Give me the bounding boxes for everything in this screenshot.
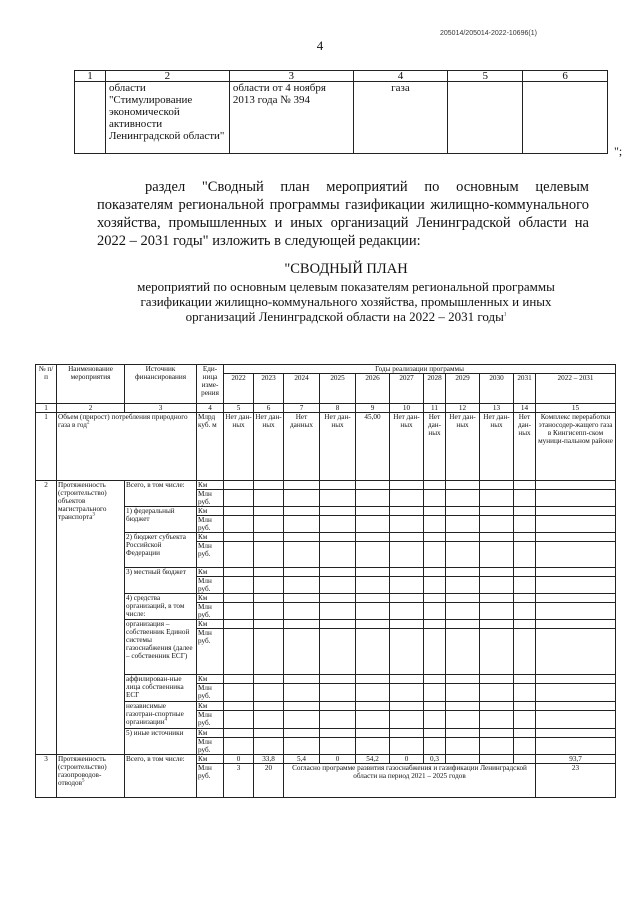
- value-cell: Нет дан-ных: [514, 413, 536, 481]
- value-cell: 0: [390, 755, 424, 764]
- unit-cell: Км: [197, 533, 224, 542]
- unit-cell: Млн руб.: [197, 577, 224, 594]
- value-cell: 54,2: [356, 755, 390, 764]
- year: 2025: [320, 374, 356, 404]
- col-number: 6: [254, 404, 284, 413]
- value-cell: 33,8: [254, 755, 284, 764]
- value-cell: Нет дан-ных: [320, 413, 356, 481]
- row-name: [57, 413, 197, 481]
- unit-cell: Млн руб.: [197, 490, 224, 507]
- col-number: 12: [446, 404, 480, 413]
- value-cell: [514, 755, 536, 764]
- year-total: 2022 – 2031: [536, 374, 616, 404]
- col-number: 8: [320, 404, 356, 413]
- plan-table: [35, 364, 616, 798]
- document-id: 205014/205014-2022-10696(1): [440, 30, 537, 37]
- value-cell: [480, 755, 514, 764]
- value-cell: Нет дан-ных: [424, 413, 446, 481]
- value-cell: 45,00: [356, 413, 390, 481]
- footnote-mark: 5: [82, 778, 85, 784]
- year: 2031: [514, 374, 536, 404]
- unit-cell: Млн руб.: [197, 542, 224, 568]
- value-cell: Нет дан-ных: [224, 413, 254, 481]
- value-cell: 0: [320, 755, 356, 764]
- col-4: 4: [353, 71, 448, 82]
- cell: газа: [353, 82, 448, 154]
- plan-heading: "СВОДНЫЙ ПЛАН: [284, 261, 408, 277]
- source-cell: аффилирован-ные лица собственника ЕСГ: [125, 675, 197, 702]
- row-num: 1: [36, 413, 57, 481]
- unit-cell: Млн руб.: [197, 711, 224, 729]
- col-number: 4: [197, 404, 224, 413]
- col-number: 2: [57, 404, 125, 413]
- header-unit: Еди-ница изме-рения: [197, 365, 224, 404]
- table-row: [36, 755, 616, 764]
- unit-cell: Км: [197, 755, 224, 764]
- year: 2029: [446, 374, 480, 404]
- col-number: 11: [424, 404, 446, 413]
- row-name-text: Протяженность (строительство) газопроводов-отводов: [58, 755, 107, 787]
- header-years-label: Годы реализации программы: [224, 365, 616, 374]
- col-number: 3: [125, 404, 197, 413]
- footnote-mark: 3: [92, 512, 95, 518]
- unit-cell: Млн руб.: [197, 738, 224, 755]
- unit-cell: Км: [197, 568, 224, 577]
- source-cell: [125, 702, 197, 729]
- table-row: [36, 481, 616, 490]
- cell: [523, 82, 608, 154]
- row-name-text: Протяженность (строительство) объектов магистрального транспорта: [58, 481, 107, 521]
- footnote-mark: 4: [164, 717, 168, 723]
- cell: [75, 82, 106, 154]
- unit-cell: Млн руб.: [197, 516, 224, 533]
- col-number: 9: [356, 404, 390, 413]
- col-1: 1: [75, 71, 106, 82]
- col-number: 7: [284, 404, 320, 413]
- source-cell: 1) федеральный бюджет: [125, 507, 197, 533]
- source-cell: 3) местный бюджет: [125, 568, 197, 594]
- cell: [448, 82, 523, 154]
- value-cell: 0: [224, 755, 254, 764]
- col-number: 10: [390, 404, 424, 413]
- year: 2024: [284, 374, 320, 404]
- unit-cell: Млн руб.: [197, 629, 224, 675]
- continuation-table: [74, 70, 608, 154]
- table-row: [75, 82, 608, 154]
- year: 2028: [424, 374, 446, 404]
- unit-cell: Км: [197, 481, 224, 490]
- header-row: [36, 365, 616, 374]
- col-number: 13: [480, 404, 514, 413]
- col-5: 5: [448, 71, 523, 82]
- amendment-paragraph: [97, 178, 589, 250]
- value-total: Комплекс переработки этаносодер-жащего газа в Кингисепп-ском муници-пальном районе: [536, 413, 616, 481]
- year: 2027: [390, 374, 424, 404]
- unit-cell: Млн руб.: [197, 764, 224, 798]
- unit-cell: Млн руб.: [197, 603, 224, 620]
- source-cell: 2) бюджет субъекта Российской Федерации: [125, 533, 197, 568]
- table-row: [36, 413, 616, 481]
- col-number: 1: [36, 404, 57, 413]
- unit-cell: Км: [197, 675, 224, 684]
- unit-cell: Км: [197, 507, 224, 516]
- value-cell: Нет дан-ных: [446, 413, 480, 481]
- footnote-mark: 2: [86, 420, 90, 426]
- column-numbers-row: [36, 404, 616, 413]
- year: 2030: [480, 374, 514, 404]
- unit-cell: Км: [197, 620, 224, 629]
- col-number: 5: [224, 404, 254, 413]
- unit-cell: Км: [197, 702, 224, 711]
- year: 2023: [254, 374, 284, 404]
- value-total: 93,7: [536, 755, 616, 764]
- plan-subtitle: мероприятий по основным целевым показателям региональной программы газификации жилищно-коммунального хозяйства, промышленных и иных организаций Ленинградской области на 2022 – 2031 годы: [137, 279, 555, 324]
- note-cell: Согласно программе развития газоснабжения и газификации Ленинградской области на период 2021 – 2025 годов: [284, 764, 536, 798]
- value-cell: Нет дан-ных: [390, 413, 424, 481]
- source-cell: Всего, в том числе:: [125, 755, 197, 798]
- cell: области "Стимулирование экономической активности Ленинградской области": [105, 82, 229, 154]
- header-source: Источник финансирования: [125, 365, 197, 404]
- row-name-text: Объем (прирост) потребления природного газа в год: [58, 413, 188, 429]
- header-name: Наименование мероприятия: [57, 365, 125, 404]
- row-num: 3: [36, 755, 57, 798]
- year: 2026: [356, 374, 390, 404]
- header-row: [75, 71, 608, 82]
- source-cell: 4) средства организаций, в том числе:: [125, 594, 197, 620]
- row-num: 2: [36, 481, 57, 755]
- row-unit: Млрд куб. м: [197, 413, 224, 481]
- value-cell: Нет дан-ных: [254, 413, 284, 481]
- paragraph-text: раздел "Сводный план мероприятий по основным целевым показателям региональной программы газификации жилищно-коммунального хозяйства, промышленных и иных организаций Ленинградской области на 2022 – 2031 годы" изложить в следующей редакции:: [97, 179, 589, 249]
- quote-end-mark: ";: [614, 144, 623, 158]
- value-cell: 5,4: [284, 755, 320, 764]
- year: 2022: [224, 374, 254, 404]
- col-6: 6: [523, 71, 608, 82]
- header-num: № п/п: [36, 365, 57, 404]
- col-number: 15: [536, 404, 616, 413]
- value-cell: [446, 755, 480, 764]
- page-number: 4: [316, 38, 324, 53]
- value-cell: Нет дан-ных: [480, 413, 514, 481]
- source-text: независимые газотран-спортные организации: [126, 702, 184, 726]
- source-cell: Всего, в том числе:: [125, 481, 197, 507]
- value-cell: 20: [254, 764, 284, 798]
- unit-cell: Км: [197, 729, 224, 738]
- value-cell: 3: [224, 764, 254, 798]
- plan-title: [120, 262, 572, 324]
- row-name: [57, 755, 125, 798]
- value-cell: Нет данных: [284, 413, 320, 481]
- value-total: 23: [536, 764, 616, 798]
- col-2: 2: [105, 71, 229, 82]
- col-3: 3: [229, 71, 353, 82]
- source-cell: 5) иные источники: [125, 729, 197, 755]
- cell: области от 4 ноября 2013 года № 394: [229, 82, 353, 154]
- col-number: 14: [514, 404, 536, 413]
- unit-cell: Км: [197, 594, 224, 603]
- source-cell: организация – собственник Единой системы газоснабжения (далее – собственник ЕСГ): [125, 620, 197, 675]
- footnote-mark: 1: [503, 312, 507, 318]
- value-cell: 0,3: [424, 755, 446, 764]
- unit-cell: Млн руб.: [197, 684, 224, 702]
- row-name: [57, 481, 125, 755]
